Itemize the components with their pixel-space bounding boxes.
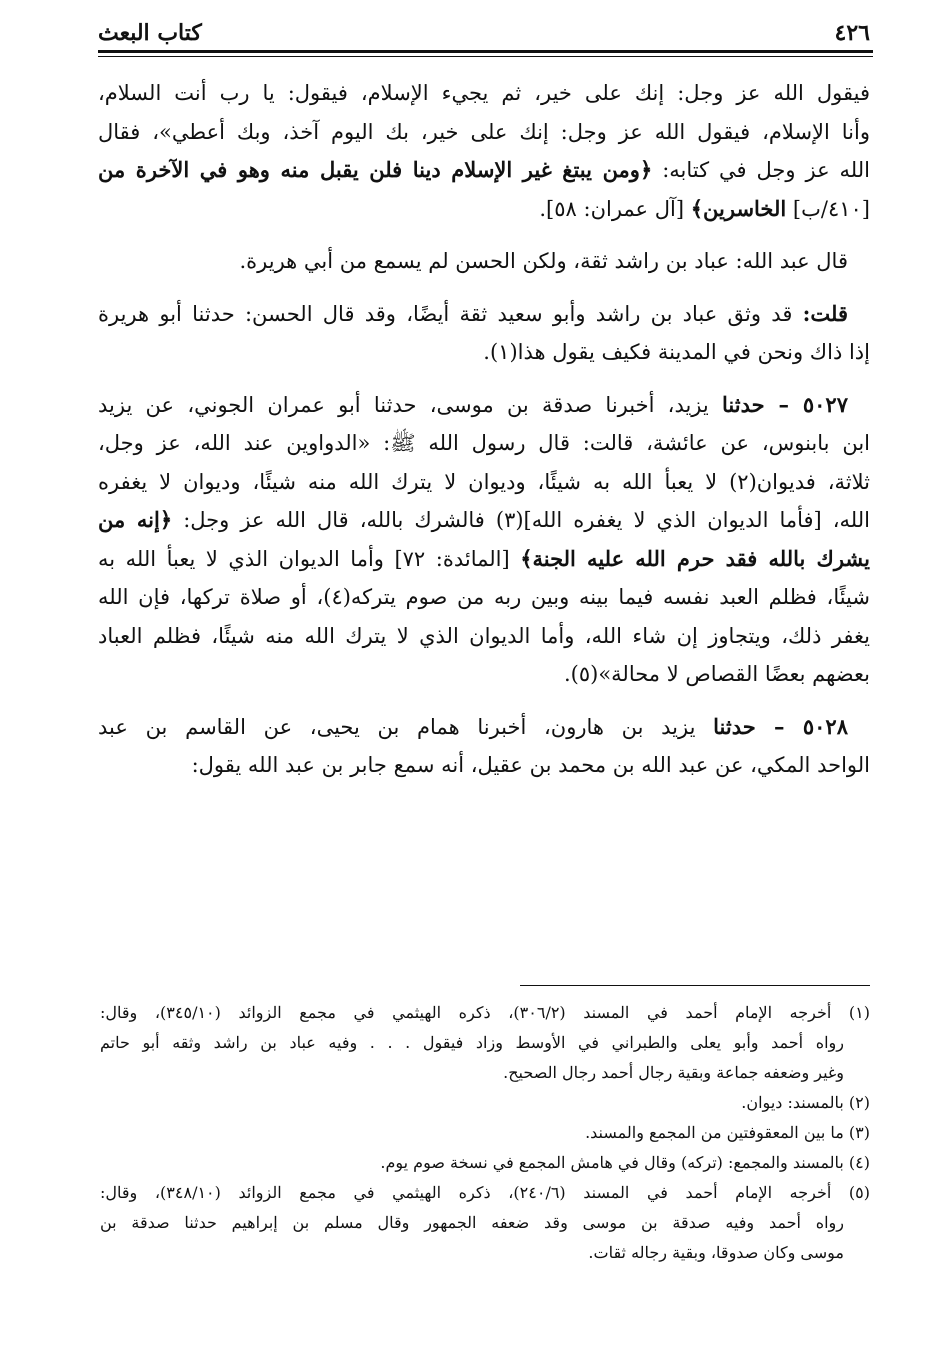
paragraph bbox=[98, 74, 870, 228]
footnote-line: (٤) بالمسند والمجمع: (تركه) وقال في هامش المجمع في نسخة صوم يوم. bbox=[380, 1153, 870, 1172]
text-line bbox=[98, 386, 870, 425]
page-header bbox=[98, 12, 870, 46]
paragraph bbox=[98, 386, 870, 694]
text-segment: يزيد، أخبرنا صدقة بن موسى، حدثنا أبو عمران الجوني، عن يزيد bbox=[98, 392, 722, 417]
text-line bbox=[98, 242, 870, 281]
text-line bbox=[98, 74, 870, 113]
text-segment: يزيد بن هارون، أخبرنا همام بن يحيى، عن القاسم بن عبد bbox=[98, 714, 714, 739]
bold-segment: قلت: bbox=[802, 300, 848, 326]
footnote-line: موسى وكان صدوقا، وبقية رجاله ثقات. bbox=[588, 1243, 844, 1262]
footnotes bbox=[100, 998, 870, 1268]
footnote-line: (٥) أخرجه الإمام أحمد في المسند (٢٤٠/٦)، ذكره الهيثمي في مجمع الزوائد (٣٤٨/١٠)، وقال: bbox=[100, 1183, 870, 1202]
text-segment: ثلاثة، فديوان(٢) لا يعبأ الله به شيئًا، وديوان لا يترك الله منه شيئًا، وديوان لا يغفره bbox=[98, 469, 870, 494]
text-line bbox=[98, 746, 870, 785]
text-segment: [المائدة: ٧٢] وأما الديوان الذي لا يعبأ الله به bbox=[98, 546, 521, 571]
text-line bbox=[98, 424, 870, 463]
bold-segment: يشرك بالله فقد حرم الله عليه الجنة﴾ bbox=[520, 545, 870, 571]
text-segment: شيئًا، فظلم العبد نفسه فيما بينه وبين ربه من صوم يتركه(٤)، أو صلاة تركها، فإن الله bbox=[98, 585, 870, 609]
bold-segment: ﴿ومن يبتغ غير الإسلام دينا فلن يقبل منه وهو في الآخرة من bbox=[98, 157, 653, 182]
bold-segment: ﴿إنه من bbox=[98, 507, 173, 532]
text-segment: الله، [فأما الديوان الذي لا يغفره الله](٣) فالشرك بالله، قال الله عز وجل: bbox=[172, 508, 870, 532]
footnote-line: (٣) ما بين المعقوفتين من المجمع والمسند. bbox=[585, 1123, 870, 1142]
page-number: ٤٢٦ bbox=[834, 20, 870, 46]
footnote-line: رواه أحمد وأبو يعلى والطبراني في الأوسط وزاد فيقول . . . وفيه عباد بن راشد وثقه أبو حاتم bbox=[100, 1033, 844, 1052]
text-line bbox=[98, 501, 870, 540]
text-segment: قال عبد الله: عباد بن راشد ثقة، ولكن الحسن لم يسمع من أبي هريرة. bbox=[239, 249, 848, 273]
text-segment: [آل عمران: ٥٨]. bbox=[539, 196, 691, 221]
text-line bbox=[98, 295, 870, 334]
header-rule bbox=[98, 50, 873, 53]
paragraph bbox=[98, 242, 870, 281]
text-line bbox=[98, 113, 870, 152]
text-line bbox=[98, 578, 870, 617]
footnote-line: وغير وضعفه جماعة وبقية رجال أحمد رجال الصحيح. bbox=[503, 1063, 844, 1082]
bold-segment: الخاسرين﴾ bbox=[690, 195, 787, 221]
footnote-line: (٢) بالمسند: ديوان. bbox=[741, 1093, 870, 1112]
footnote-line: رواه أحمد وفيه صدقة بن موسى وقد ضعفه الجمهور وقال مسلم بن إبراهيم حدثنا صدقة بن bbox=[100, 1213, 844, 1232]
main-text bbox=[98, 74, 870, 799]
text-segment: ابن بابنوس، عن عائشة، قالت: قال رسول الله ﷺ: «الدواوين عند الله، عز وجل، bbox=[98, 431, 870, 455]
header-rule-thin bbox=[98, 56, 873, 57]
footnote-rule bbox=[520, 985, 870, 986]
text-line bbox=[98, 617, 870, 656]
text-segment: الواحد المكي، عن عبد الله بن محمد بن عقيل، أنه سمع جابر بن عبد الله يقول: bbox=[191, 753, 870, 777]
text-line bbox=[98, 540, 870, 579]
paragraph bbox=[98, 295, 870, 372]
text-segment: إذا ذاك ونحن في المدينة فكيف يقول هذا(١). bbox=[483, 340, 870, 364]
text-segment: وأنا الإسلام، فيقول الله عز وجل: إنك على خير، بك اليوم آخذ، وبك أعطي»، فقال bbox=[98, 119, 870, 144]
text-segment: قد وثق عباد بن راشد وأبو سعيد ثقة أيضًا، وقد قال الحسن: حدثنا أبو هريرة bbox=[98, 301, 803, 326]
text-line bbox=[98, 190, 870, 229]
running-title: كتاب البعث bbox=[98, 20, 202, 46]
text-line bbox=[98, 463, 870, 502]
footnote-line: (١) أخرجه الإمام أحمد في المسند (٣٠٦/٢)، ذكره الهيثمي في مجمع الزوائد (٣٤٥/١٠)، وقال: bbox=[100, 1003, 870, 1022]
text-segment: الله عز وجل في كتابه: bbox=[652, 158, 870, 182]
text-line bbox=[98, 655, 870, 694]
text-line bbox=[98, 151, 870, 190]
bold-segment: ٥٠٢٧ – حدثنا bbox=[722, 391, 848, 417]
text-segment: بعضهم بعضًا القصاص لا محالة»(٥). bbox=[563, 662, 870, 686]
paragraph bbox=[98, 708, 870, 785]
bold-segment: ٥٠٢٨ – حدثنا bbox=[713, 713, 848, 739]
text-line bbox=[98, 333, 870, 372]
text-line bbox=[98, 708, 870, 747]
text-segment: [٤١٠/ب] bbox=[786, 196, 870, 221]
text-segment: يغفر ذلك، ويتجاوز إن شاء الله، وأما الديوان الذي لا يترك الله منه شيئًا، فظلم العباد bbox=[98, 623, 870, 648]
text-segment: فيقول الله عز وجل: إنك على خير، ثم يجيء الإسلام، فيقول: يا رب أنت السلام، bbox=[98, 81, 870, 105]
